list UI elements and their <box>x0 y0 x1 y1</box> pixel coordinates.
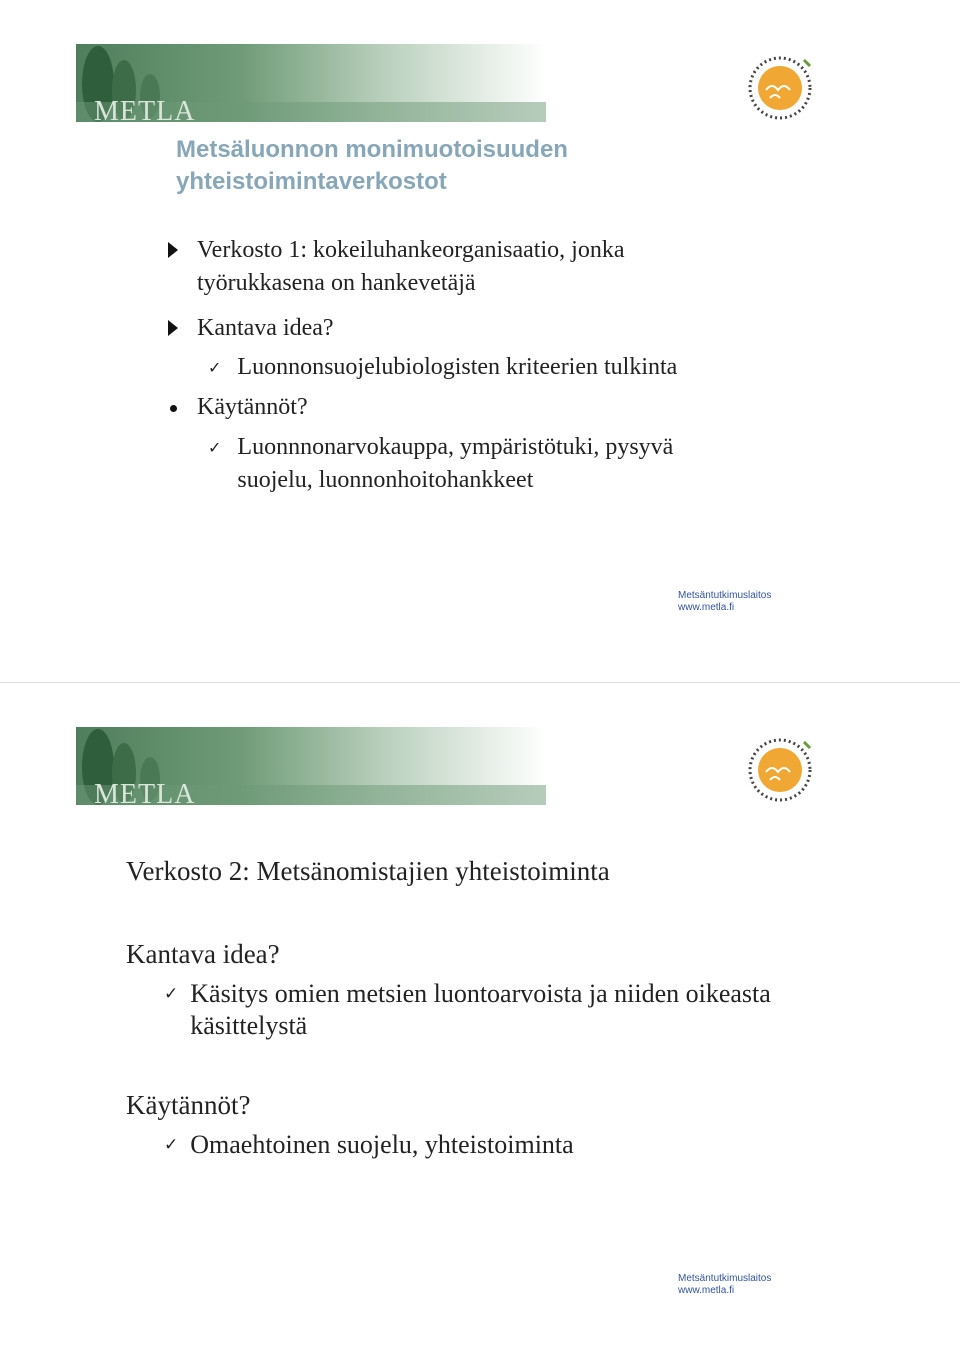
check-item <box>164 978 771 1042</box>
checkmark-icon: ✓ <box>208 438 222 457</box>
triangle-bullet-icon <box>168 242 178 258</box>
triangle-bullet-icon <box>168 320 178 336</box>
metla-banner <box>76 44 546 122</box>
section-label-practice: Käytännöt? <box>126 1090 251 1120</box>
check-item <box>164 1129 574 1161</box>
check-text: Käsitys omien metsien luontoarvoista ja niiden oikeasta käsittelystä <box>190 979 771 1040</box>
bullet-text: Käytännöt? <box>197 394 308 420</box>
footer <box>678 1273 771 1297</box>
bullet-item <box>168 391 308 424</box>
slide-1 <box>0 0 960 682</box>
banner-label: METLA <box>94 96 196 122</box>
metla-banner <box>76 727 546 805</box>
metsien-monimuotoisuusohjelma-logo <box>742 732 818 808</box>
checkmark-icon: ✓ <box>208 358 222 377</box>
check-item <box>208 431 673 497</box>
check-text: Luonnnonarvokauppa, ympäristötuki, pysyvä suojelu, luonnonhoitohankkeet <box>237 434 674 493</box>
bullet-text: Verkosto 1: kokeiluhankeorganisaatio, jonka työrukkasena on hankevetäjä <box>197 237 625 296</box>
bullet-item <box>168 234 624 300</box>
metsien-monimuotoisuusohjelma-logo <box>742 50 818 126</box>
checkmark-icon: ✓ <box>164 1135 179 1155</box>
footer-org: Metsäntutkimuslaitos <box>678 1273 772 1284</box>
slide-title: Metsäluonnon monimuotoisuuden yhteistoimintaverkostot <box>176 136 568 195</box>
footer-org: Metsäntutkimuslaitos <box>678 590 772 601</box>
check-item <box>208 351 677 384</box>
round-bullet-icon <box>170 405 177 412</box>
check-text: Omaehtoinen suojelu, yhteistoiminta <box>190 1130 574 1159</box>
banner-label: METLA <box>94 779 196 805</box>
slide-title: Verkosto 2: Metsänomistajien yhteistoiminta <box>126 856 610 886</box>
footer-url[interactable]: www.metla.fi <box>678 602 735 613</box>
footer <box>678 590 771 614</box>
check-text: Luonnonsuojelubiologisten kriteerien tulkinta <box>237 354 678 380</box>
bullet-item <box>168 312 334 345</box>
footer-url[interactable]: www.metla.fi <box>678 1285 735 1296</box>
checkmark-icon: ✓ <box>164 984 179 1004</box>
slide-2 <box>0 682 960 1367</box>
section-label-idea: Kantava idea? <box>126 939 280 969</box>
bullet-text: Kantava idea? <box>197 315 334 341</box>
